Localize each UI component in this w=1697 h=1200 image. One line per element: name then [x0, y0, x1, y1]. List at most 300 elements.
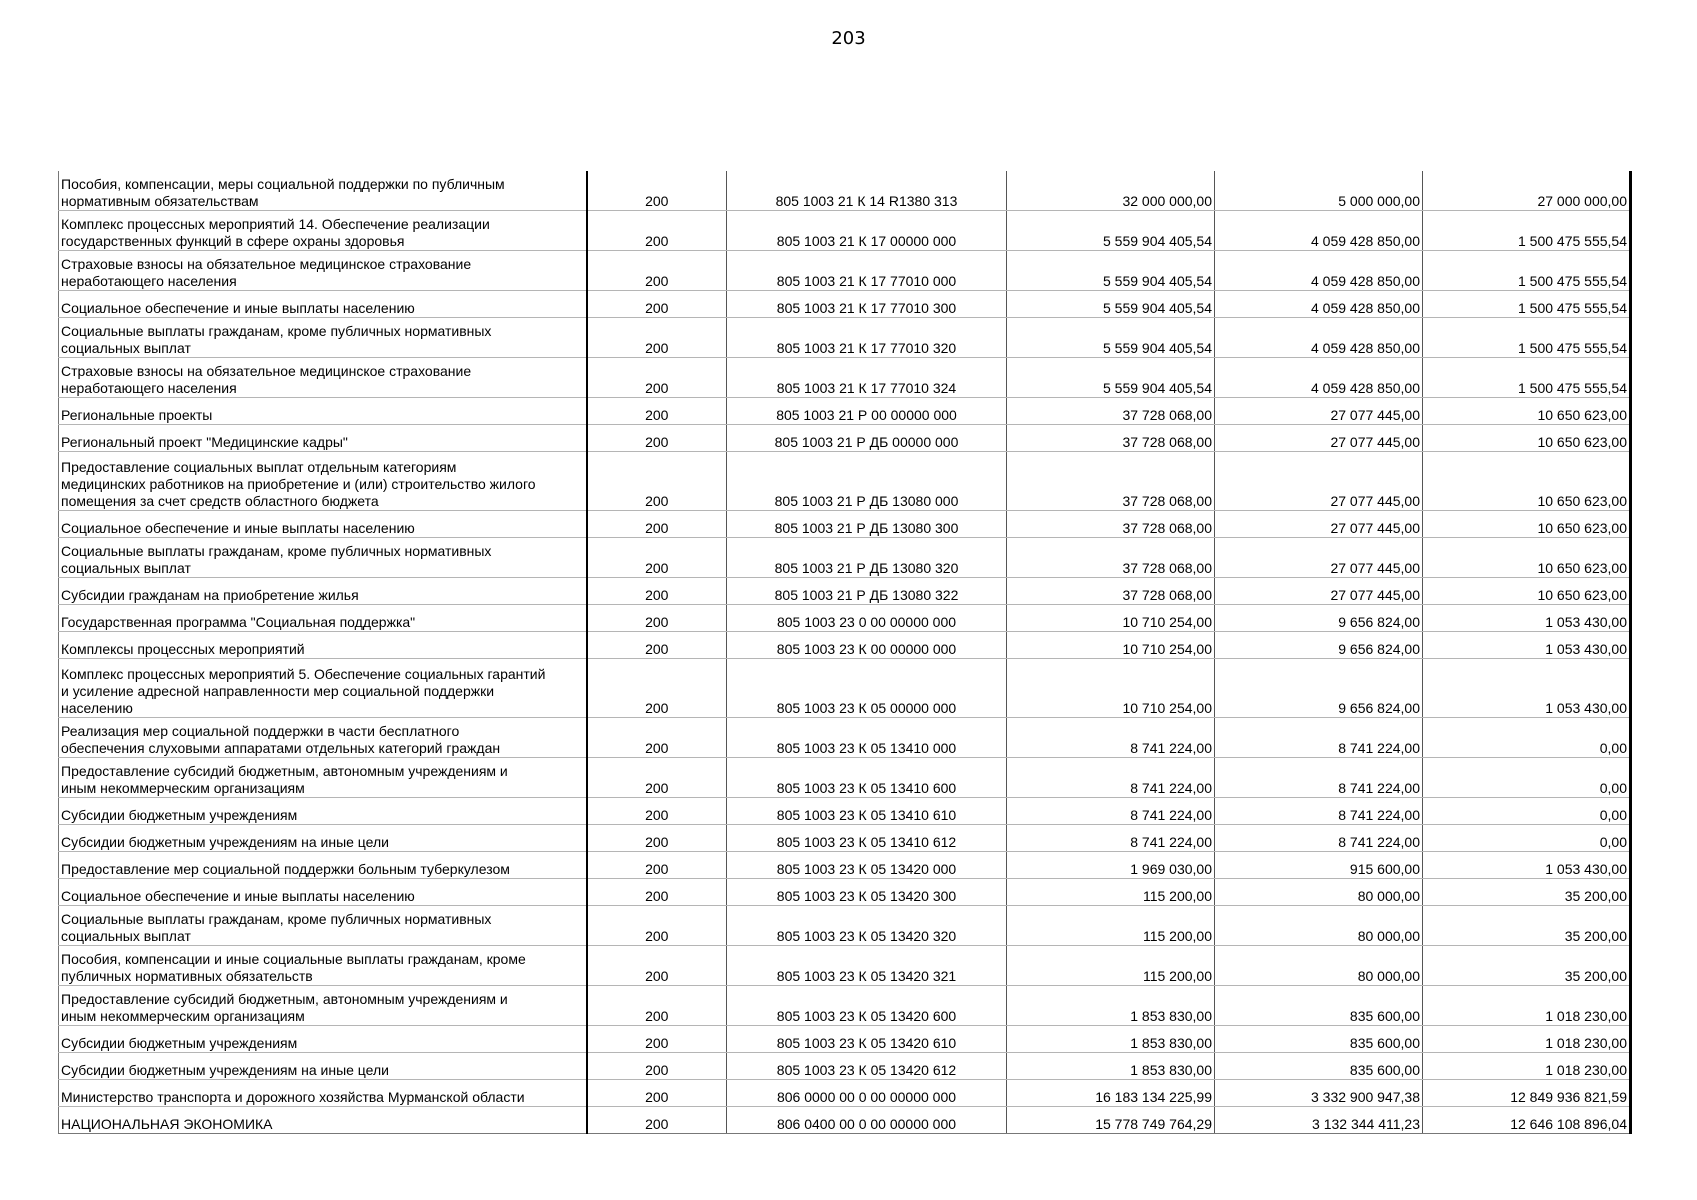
row-amount-3-cell — [1423, 659, 1631, 718]
row-name-cell — [59, 605, 587, 632]
row-amount-2-cell — [1215, 879, 1423, 906]
row-amount-2: 4 059 428 850,00 — [1311, 300, 1420, 316]
row-admin-code: 200 — [645, 700, 669, 716]
row-amount-total: 37 728 068,00 — [1122, 587, 1212, 603]
row-amount-3: 1 500 475 555,54 — [1518, 380, 1627, 396]
table-row — [59, 825, 1631, 852]
row-budget-code-cell — [727, 291, 1007, 318]
row-amount-total-cell — [1007, 1107, 1215, 1134]
row-budget-code: 805 1003 23 К 05 13420 300 — [776, 888, 957, 904]
row-amount-total: 15 778 749 764,29 — [1095, 1116, 1212, 1132]
row-amount-total: 8 741 224,00 — [1130, 740, 1212, 756]
row-name: Социальные выплаты гражданам, кроме публичных нормативных социальных выплат — [61, 543, 492, 576]
row-amount-3-cell — [1423, 358, 1631, 398]
row-amount-3-cell — [1423, 1053, 1631, 1080]
row-name: Социальное обеспечение и иные выплаты населению — [61, 300, 415, 316]
row-amount-3: 1 053 430,00 — [1545, 700, 1627, 716]
row-amount-3: 1 053 430,00 — [1545, 641, 1627, 657]
row-amount-2: 915 600,00 — [1349, 861, 1420, 877]
row-budget-code: 805 1003 21 Р ДБ 13080 320 — [774, 560, 959, 576]
table-row — [59, 758, 1631, 798]
table-row — [59, 1080, 1631, 1107]
row-budget-code: 805 1003 21 К 17 00000 000 — [776, 233, 957, 249]
row-amount-total: 115 200,00 — [1142, 968, 1212, 984]
row-name: Страховые взносы на обязательное медицинское страхование неработающего населения — [61, 363, 472, 396]
row-amount-total-cell — [1007, 825, 1215, 852]
row-name-cell — [59, 852, 587, 879]
row-admin-code-cell — [587, 1053, 727, 1080]
row-budget-code: 805 1003 21 К 17 77010 300 — [776, 300, 957, 316]
row-amount-3-cell — [1423, 425, 1631, 452]
row-admin-code-cell — [587, 906, 727, 946]
row-amount-3-cell — [1423, 718, 1631, 758]
table-row — [59, 659, 1631, 718]
row-amount-total: 37 728 068,00 — [1122, 493, 1212, 509]
row-name: Реализация мер социальной поддержки в части бесплатного обеспечения слуховыми аппаратами отдельных категорий граждан — [61, 723, 501, 756]
row-admin-code-cell — [587, 538, 727, 578]
row-admin-code: 200 — [645, 861, 669, 877]
row-admin-code: 200 — [645, 380, 669, 396]
row-admin-code-cell — [587, 251, 727, 291]
row-admin-code-cell — [587, 825, 727, 852]
table-row — [59, 1053, 1631, 1080]
row-name-cell — [59, 318, 587, 358]
row-admin-code: 200 — [645, 1062, 669, 1078]
row-budget-code-cell — [727, 452, 1007, 511]
row-name-cell — [59, 879, 587, 906]
row-amount-total: 5 559 904 405,54 — [1103, 380, 1212, 396]
row-name: Государственная программа "Социальная поддержка" — [61, 614, 416, 630]
row-budget-code-cell — [727, 605, 1007, 632]
row-admin-code: 200 — [645, 740, 669, 756]
row-name: Субсидии гражданам на приобретение жилья — [61, 587, 359, 603]
row-amount-2-cell — [1215, 852, 1423, 879]
row-name-cell — [59, 1026, 587, 1053]
row-amount-total-cell — [1007, 906, 1215, 946]
row-amount-2: 4 059 428 850,00 — [1311, 380, 1420, 396]
row-amount-total: 5 559 904 405,54 — [1103, 233, 1212, 249]
row-admin-code: 200 — [645, 560, 669, 576]
row-amount-2-cell — [1215, 211, 1423, 251]
table-row — [59, 538, 1631, 578]
row-admin-code: 200 — [645, 1008, 669, 1024]
row-amount-2: 4 059 428 850,00 — [1311, 273, 1420, 289]
row-name-cell — [59, 538, 587, 578]
row-budget-code-cell — [727, 398, 1007, 425]
row-name-cell — [59, 1107, 587, 1134]
row-amount-total: 37 728 068,00 — [1122, 407, 1212, 423]
row-budget-code-cell — [727, 578, 1007, 605]
row-amount-3: 1 053 430,00 — [1545, 614, 1627, 630]
table-row — [59, 358, 1631, 398]
row-amount-3-cell — [1423, 879, 1631, 906]
row-admin-code-cell — [587, 659, 727, 718]
row-amount-total: 16 183 134 225,99 — [1095, 1089, 1212, 1105]
row-budget-code-cell — [727, 1053, 1007, 1080]
row-amount-total-cell — [1007, 605, 1215, 632]
row-admin-code: 200 — [645, 928, 669, 944]
row-name: Социальные выплаты гражданам, кроме публичных нормативных социальных выплат — [61, 911, 492, 944]
row-amount-2: 4 059 428 850,00 — [1311, 340, 1420, 356]
row-admin-code-cell — [587, 718, 727, 758]
row-admin-code-cell — [587, 318, 727, 358]
row-amount-3-cell — [1423, 578, 1631, 605]
row-amount-2-cell — [1215, 1026, 1423, 1053]
row-amount-2: 27 077 445,00 — [1330, 434, 1420, 450]
row-amount-total: 10 710 254,00 — [1122, 700, 1212, 716]
row-budget-code-cell — [727, 211, 1007, 251]
row-admin-code-cell — [587, 171, 727, 211]
row-amount-total: 10 710 254,00 — [1122, 641, 1212, 657]
table-row — [59, 425, 1631, 452]
row-name: Предоставление субсидий бюджетным, автономным учреждениям и иным некоммерческим организациям — [61, 763, 508, 796]
row-budget-code: 806 0000 00 0 00 00000 000 — [776, 1089, 957, 1105]
row-amount-total-cell — [1007, 1053, 1215, 1080]
row-amount-total-cell — [1007, 1026, 1215, 1053]
row-amount-3-cell — [1423, 798, 1631, 825]
row-amount-3: 10 650 623,00 — [1537, 434, 1627, 450]
table-row — [59, 946, 1631, 986]
row-amount-3: 10 650 623,00 — [1537, 520, 1627, 536]
table-row — [59, 211, 1631, 251]
row-budget-code: 805 1003 23 К 05 13410 000 — [776, 740, 957, 756]
row-amount-total: 8 741 224,00 — [1130, 807, 1212, 823]
row-admin-code-cell — [587, 986, 727, 1026]
row-budget-code-cell — [727, 632, 1007, 659]
row-amount-2-cell — [1215, 632, 1423, 659]
table-row — [59, 171, 1631, 211]
row-amount-total-cell — [1007, 398, 1215, 425]
row-budget-code: 805 1003 21 Р ДБ 00000 000 — [774, 434, 959, 450]
table-row — [59, 879, 1631, 906]
row-amount-3: 12 849 936 821,59 — [1510, 1089, 1627, 1105]
row-name: Предоставление социальных выплат отдельным категориям медицинских работников на приобретение и (или) строительство жилого помещения за счет средств областного бюджета — [61, 459, 536, 509]
row-name-cell — [59, 452, 587, 511]
row-name: Социальные выплаты гражданам, кроме публичных нормативных социальных выплат — [61, 323, 492, 356]
row-name-cell — [59, 358, 587, 398]
row-budget-code-cell — [727, 852, 1007, 879]
row-admin-code: 200 — [645, 273, 669, 289]
row-budget-code-cell — [727, 879, 1007, 906]
row-admin-code-cell — [587, 605, 727, 632]
table-row — [59, 452, 1631, 511]
row-name: НАЦИОНАЛЬНАЯ ЭКОНОМИКА — [61, 1116, 273, 1132]
row-budget-code: 805 1003 21 Р ДБ 13080 000 — [774, 493, 959, 509]
row-amount-3: 35 200,00 — [1564, 928, 1627, 944]
row-name-cell — [59, 632, 587, 659]
row-amount-2-cell — [1215, 318, 1423, 358]
row-name-cell — [59, 425, 587, 452]
row-admin-code-cell — [587, 578, 727, 605]
row-amount-3-cell — [1423, 1026, 1631, 1053]
row-admin-code-cell — [587, 291, 727, 318]
row-amount-total: 115 200,00 — [1142, 888, 1212, 904]
row-amount-2: 8 741 224,00 — [1338, 834, 1420, 850]
row-amount-3: 10 650 623,00 — [1537, 560, 1627, 576]
table-row — [59, 578, 1631, 605]
row-budget-code-cell — [727, 251, 1007, 291]
row-admin-code: 200 — [645, 434, 669, 450]
row-amount-2-cell — [1215, 1107, 1423, 1134]
row-amount-total-cell — [1007, 659, 1215, 718]
row-budget-code: 805 1003 21 К 17 77010 324 — [776, 380, 957, 396]
row-admin-code-cell — [587, 879, 727, 906]
row-amount-3: 27 000 000,00 — [1537, 193, 1627, 209]
row-amount-total: 37 728 068,00 — [1122, 434, 1212, 450]
row-amount-3: 35 200,00 — [1564, 888, 1627, 904]
row-amount-total: 8 741 224,00 — [1130, 834, 1212, 850]
row-amount-2: 9 656 824,00 — [1338, 614, 1420, 630]
row-amount-total-cell — [1007, 578, 1215, 605]
row-name-cell — [59, 398, 587, 425]
row-amount-3-cell — [1423, 318, 1631, 358]
row-amount-2: 835 600,00 — [1349, 1035, 1420, 1051]
row-amount-3-cell — [1423, 251, 1631, 291]
row-budget-code: 805 1003 21 К 14 R1380 313 — [775, 193, 958, 209]
row-amount-total: 1 853 830,00 — [1130, 1035, 1212, 1051]
row-amount-2: 9 656 824,00 — [1338, 641, 1420, 657]
row-admin-code-cell — [587, 358, 727, 398]
row-budget-code-cell — [727, 358, 1007, 398]
row-amount-2: 8 741 224,00 — [1338, 780, 1420, 796]
row-amount-2: 8 741 224,00 — [1338, 740, 1420, 756]
row-amount-2: 4 059 428 850,00 — [1311, 233, 1420, 249]
row-amount-3: 1 018 230,00 — [1545, 1062, 1627, 1078]
row-admin-code: 200 — [645, 587, 669, 603]
row-admin-code: 200 — [645, 641, 669, 657]
row-budget-code: 805 1003 23 К 05 13420 600 — [776, 1008, 957, 1024]
row-amount-2-cell — [1215, 605, 1423, 632]
row-name-cell — [59, 718, 587, 758]
row-admin-code: 200 — [645, 1035, 669, 1051]
row-amount-2: 835 600,00 — [1349, 1062, 1420, 1078]
row-budget-code: 805 1003 23 К 05 13420 000 — [776, 861, 957, 877]
row-name: Министерство транспорта и дорожного хозяйства Мурманской области — [61, 1089, 525, 1105]
row-name-cell — [59, 946, 587, 986]
row-admin-code: 200 — [645, 407, 669, 423]
row-amount-3-cell — [1423, 852, 1631, 879]
row-name: Пособия, компенсации, меры социальной поддержки по публичным нормативным обязательствам — [61, 176, 505, 209]
row-admin-code-cell — [587, 632, 727, 659]
row-amount-3-cell — [1423, 452, 1631, 511]
row-amount-2-cell — [1215, 986, 1423, 1026]
row-budget-code-cell — [727, 1026, 1007, 1053]
row-amount-3: 0,00 — [1599, 780, 1627, 796]
row-amount-total-cell — [1007, 632, 1215, 659]
row-amount-total: 5 559 904 405,54 — [1103, 300, 1212, 316]
table-row — [59, 718, 1631, 758]
row-name: Региональные проекты — [61, 407, 213, 423]
row-amount-2-cell — [1215, 171, 1423, 211]
row-admin-code: 200 — [645, 780, 669, 796]
row-budget-code: 806 0400 00 0 00 00000 000 — [776, 1116, 957, 1132]
row-amount-2-cell — [1215, 578, 1423, 605]
row-amount-2: 3 132 344 411,23 — [1312, 1116, 1420, 1132]
row-name-cell — [59, 906, 587, 946]
row-amount-3-cell — [1423, 291, 1631, 318]
row-amount-3-cell — [1423, 1107, 1631, 1134]
row-budget-code-cell — [727, 718, 1007, 758]
row-amount-3-cell — [1423, 398, 1631, 425]
table-row — [59, 318, 1631, 358]
row-admin-code-cell — [587, 1107, 727, 1134]
row-budget-code: 805 1003 23 К 05 13410 612 — [776, 834, 957, 850]
row-amount-total-cell — [1007, 1080, 1215, 1107]
row-name: Комплексы процессных мероприятий — [61, 641, 305, 657]
row-amount-2-cell — [1215, 291, 1423, 318]
row-budget-code-cell — [727, 758, 1007, 798]
row-budget-code: 805 1003 23 К 00 00000 000 — [776, 641, 957, 657]
row-name-cell — [59, 659, 587, 718]
row-name-cell — [59, 578, 587, 605]
row-budget-code-cell — [727, 946, 1007, 986]
row-admin-code-cell — [587, 852, 727, 879]
row-amount-3: 1 500 475 555,54 — [1518, 233, 1627, 249]
row-name: Комплекс процессных мероприятий 5. Обеспечение социальных гарантий и усиление адресной направленности мер социальной поддержки населению — [61, 666, 546, 716]
row-amount-total-cell — [1007, 538, 1215, 578]
row-budget-code-cell — [727, 318, 1007, 358]
row-name: Субсидии бюджетным учреждениям на иные цели — [61, 1062, 389, 1078]
row-amount-2-cell — [1215, 538, 1423, 578]
row-amount-2: 27 077 445,00 — [1330, 407, 1420, 423]
row-budget-code-cell — [727, 538, 1007, 578]
row-budget-code: 805 1003 23 К 05 13420 320 — [776, 928, 957, 944]
row-amount-total-cell — [1007, 758, 1215, 798]
row-budget-code: 805 1003 23 К 05 13420 612 — [776, 1062, 957, 1078]
row-amount-3: 0,00 — [1599, 834, 1627, 850]
row-amount-2-cell — [1215, 251, 1423, 291]
row-amount-3-cell — [1423, 632, 1631, 659]
row-admin-code: 200 — [645, 1089, 669, 1105]
row-budget-code: 805 1003 21 Р ДБ 13080 322 — [774, 587, 959, 603]
row-amount-2: 5 000 000,00 — [1338, 193, 1420, 209]
row-budget-code: 805 1003 21 Р ДБ 13080 300 — [774, 520, 959, 536]
row-amount-3: 35 200,00 — [1564, 968, 1627, 984]
row-amount-2-cell — [1215, 798, 1423, 825]
row-amount-total: 1 853 830,00 — [1130, 1062, 1212, 1078]
row-amount-2-cell — [1215, 511, 1423, 538]
row-amount-2: 27 077 445,00 — [1330, 520, 1420, 536]
row-amount-total: 37 728 068,00 — [1122, 560, 1212, 576]
row-amount-3: 1 018 230,00 — [1545, 1035, 1627, 1051]
budget-table-body — [59, 171, 1631, 1134]
row-amount-3: 0,00 — [1599, 807, 1627, 823]
row-admin-code: 200 — [645, 193, 669, 209]
row-amount-2-cell — [1215, 906, 1423, 946]
row-amount-total-cell — [1007, 718, 1215, 758]
row-amount-2-cell — [1215, 718, 1423, 758]
row-budget-code-cell — [727, 986, 1007, 1026]
row-amount-2-cell — [1215, 398, 1423, 425]
row-amount-3: 10 650 623,00 — [1537, 493, 1627, 509]
row-name-cell — [59, 1053, 587, 1080]
row-amount-3: 1 500 475 555,54 — [1518, 340, 1627, 356]
row-amount-3: 1 500 475 555,54 — [1518, 273, 1627, 289]
row-name: Социальное обеспечение и иные выплаты населению — [61, 520, 415, 536]
row-name-cell — [59, 171, 587, 211]
row-name: Пособия, компенсации и иные социальные выплаты гражданам, кроме публичных нормативных обязательств — [61, 951, 526, 984]
row-budget-code: 805 1003 23 0 00 00000 000 — [776, 614, 957, 630]
row-name-cell — [59, 798, 587, 825]
row-admin-code-cell — [587, 511, 727, 538]
row-amount-2-cell — [1215, 946, 1423, 986]
row-amount-3-cell — [1423, 946, 1631, 986]
row-amount-2-cell — [1215, 758, 1423, 798]
row-amount-2: 80 000,00 — [1357, 928, 1420, 944]
row-admin-code: 200 — [645, 834, 669, 850]
row-amount-3: 1 500 475 555,54 — [1518, 300, 1627, 316]
budget-table — [58, 171, 1632, 1134]
row-amount-3-cell — [1423, 171, 1631, 211]
row-admin-code-cell — [587, 946, 727, 986]
row-admin-code-cell — [587, 758, 727, 798]
table-row — [59, 398, 1631, 425]
row-amount-total: 37 728 068,00 — [1122, 520, 1212, 536]
row-budget-code-cell — [727, 825, 1007, 852]
row-budget-code: 805 1003 23 К 05 13410 600 — [776, 780, 957, 796]
row-amount-3-cell — [1423, 605, 1631, 632]
row-budget-code-cell — [727, 1107, 1007, 1134]
row-amount-total: 1 969 030,00 — [1130, 861, 1212, 877]
row-amount-2-cell — [1215, 358, 1423, 398]
row-amount-total-cell — [1007, 852, 1215, 879]
row-amount-total-cell — [1007, 211, 1215, 251]
row-amount-2-cell — [1215, 825, 1423, 852]
row-amount-3-cell — [1423, 986, 1631, 1026]
row-amount-2: 9 656 824,00 — [1338, 700, 1420, 716]
row-budget-code: 805 1003 21 Р 00 00000 000 — [776, 407, 957, 423]
row-budget-code-cell — [727, 425, 1007, 452]
row-name: Комплекс процессных мероприятий 14. Обеспечение реализации государственных функций в сфере охраны здоровья — [61, 216, 490, 249]
row-amount-total: 1 853 830,00 — [1130, 1008, 1212, 1024]
row-budget-code: 805 1003 21 К 17 77010 000 — [776, 273, 957, 289]
row-name: Региональный проект "Медицинские кадры" — [61, 434, 348, 450]
row-name: Субсидии бюджетным учреждениям — [61, 807, 298, 823]
row-admin-code: 200 — [645, 520, 669, 536]
row-amount-total: 10 710 254,00 — [1122, 614, 1212, 630]
row-amount-3-cell — [1423, 825, 1631, 852]
row-amount-2-cell — [1215, 659, 1423, 718]
row-amount-3-cell — [1423, 1080, 1631, 1107]
row-amount-2-cell — [1215, 1080, 1423, 1107]
page-number: 203 — [831, 28, 866, 49]
row-amount-total-cell — [1007, 251, 1215, 291]
row-admin-code: 200 — [645, 888, 669, 904]
row-amount-3: 1 018 230,00 — [1545, 1008, 1627, 1024]
row-budget-code-cell — [727, 171, 1007, 211]
row-amount-total-cell — [1007, 425, 1215, 452]
table-row — [59, 798, 1631, 825]
row-name-cell — [59, 211, 587, 251]
row-name-cell — [59, 825, 587, 852]
row-amount-2-cell — [1215, 1053, 1423, 1080]
row-admin-code: 200 — [645, 614, 669, 630]
row-amount-3: 10 650 623,00 — [1537, 407, 1627, 423]
row-name-cell — [59, 511, 587, 538]
row-admin-code: 200 — [645, 233, 669, 249]
row-name: Страховые взносы на обязательное медицинское страхование неработающего населения — [61, 256, 472, 289]
row-amount-total-cell — [1007, 452, 1215, 511]
table-row — [59, 251, 1631, 291]
row-amount-2: 27 077 445,00 — [1330, 493, 1420, 509]
row-admin-code-cell — [587, 798, 727, 825]
row-budget-code-cell — [727, 906, 1007, 946]
row-admin-code: 200 — [645, 968, 669, 984]
row-amount-total-cell — [1007, 511, 1215, 538]
row-name-cell — [59, 291, 587, 318]
row-amount-total: 5 559 904 405,54 — [1103, 273, 1212, 289]
row-amount-total-cell — [1007, 798, 1215, 825]
